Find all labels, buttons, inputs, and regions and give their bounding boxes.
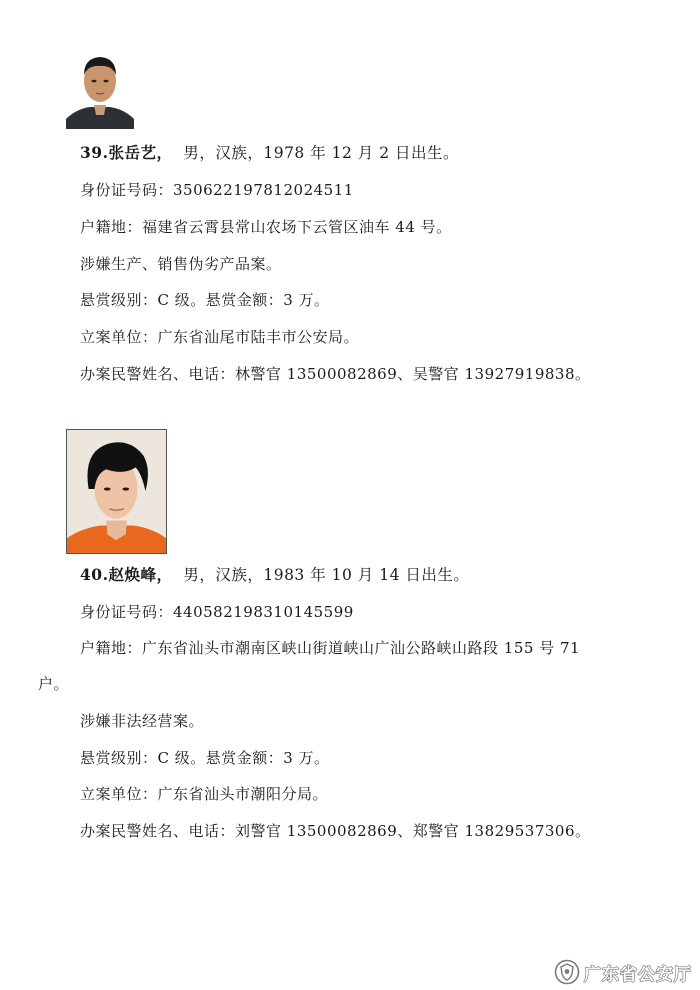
person-39-name: 张岳艺， xyxy=(108,143,173,162)
person-40-case: 涉嫌非法经营案。 xyxy=(80,712,205,730)
person-39-reward: 悬赏级别：C 级。悬赏金额：3 万。 xyxy=(80,291,330,309)
person-40-officers: 办案民警姓名、电话：刘警官 13500082869、郑警官 13829537306。 xyxy=(80,822,591,840)
police-badge-icon xyxy=(554,959,580,985)
person-40-header xyxy=(80,565,469,585)
person-40-unit: 立案单位：广东省汕头市潮阳分局。 xyxy=(80,785,329,803)
person-39-unit: 立案单位：广东省汕尾市陆丰市公安局。 xyxy=(80,328,360,346)
person-40-address-continued: 户。 xyxy=(38,675,70,693)
suspect-photo-39 xyxy=(66,45,134,129)
person-39-basic-info: 男，汉族，1978 年 12 月 2 日出生。 xyxy=(183,144,460,162)
person-39-case: 涉嫌生产、销售伪劣产品案。 xyxy=(80,255,282,273)
person-40-number: 40. xyxy=(80,565,109,584)
watermark-org-name: 广东省公安厅 xyxy=(584,964,692,985)
person-39-id: 身份证号码：350622197812024511 xyxy=(80,181,354,199)
person-39-header xyxy=(80,143,459,163)
source-watermark xyxy=(554,958,692,986)
person-40-id: 身份证号码：440582198310145599 xyxy=(80,603,354,621)
person-40-basic-info: 男，汉族，1983 年 10 月 14 日出生。 xyxy=(183,566,470,584)
person-40-name: 赵焕峰， xyxy=(108,565,173,584)
person-40-address: 户籍地：广东省汕头市潮南区峡山街道峡山广汕公路峡山路段 155 号 71 xyxy=(80,639,581,657)
person-39-address: 户籍地：福建省云霄县常山农场下云管区油车 44 号。 xyxy=(80,218,452,236)
person-39-officers: 办案民警姓名、电话：林警官 13500082869、吴警官 13927919838。 xyxy=(80,365,591,383)
person-39-number: 39. xyxy=(80,143,109,162)
suspect-photo-40 xyxy=(66,429,167,554)
person-40-reward: 悬赏级别：C 级。悬赏金额：3 万。 xyxy=(80,749,330,767)
